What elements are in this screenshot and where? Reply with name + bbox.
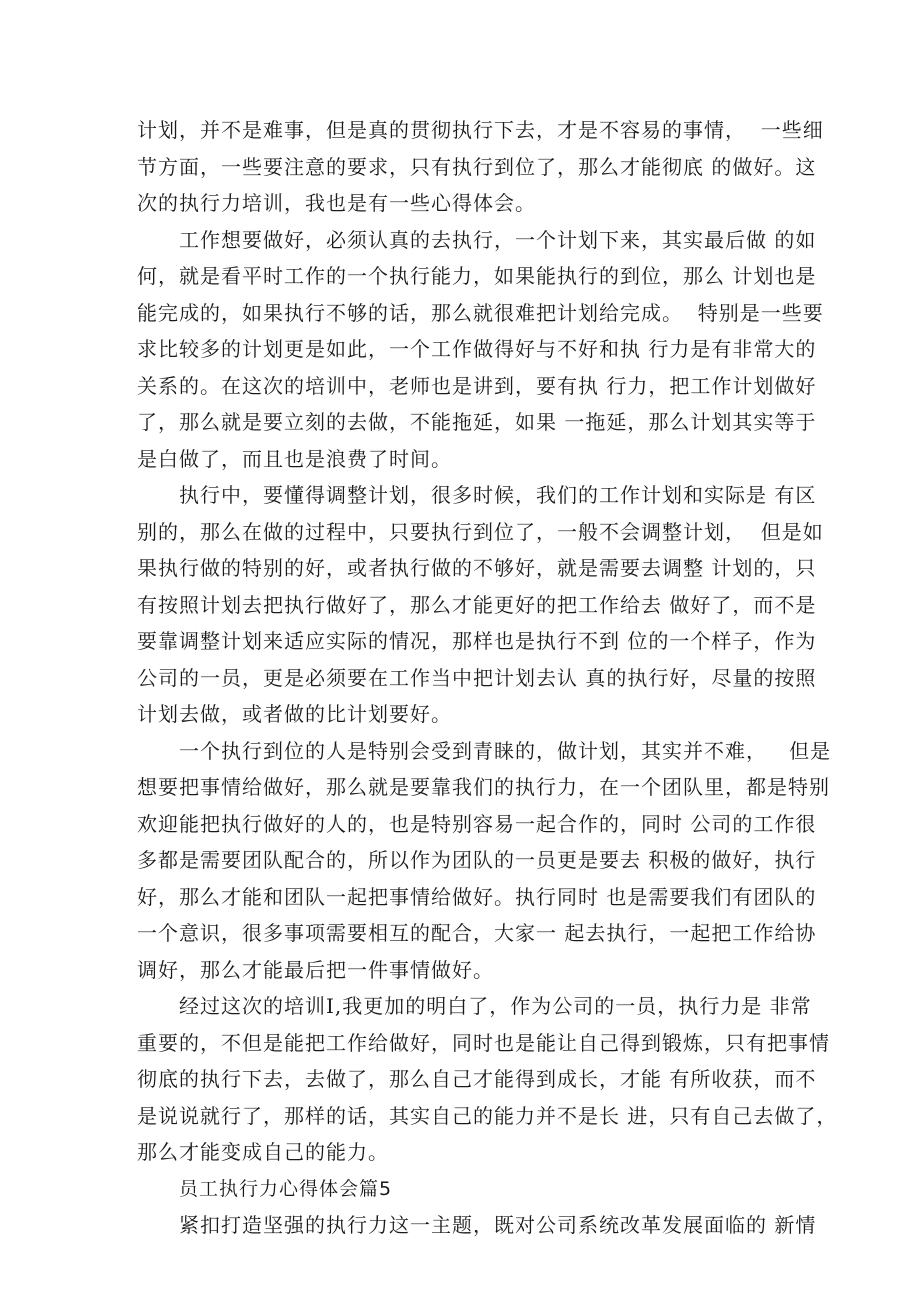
text-line: 果执行做的特别的好，或者执行做的不够好，就是需要去调整 计划的，只 bbox=[137, 556, 817, 580]
text-line: 要靠调整计划来适应实际的情况，那样也是执行不到 位的一个样子，作为 bbox=[137, 629, 817, 653]
text-line: 彻底的执行下去，去做了，那么自己才能得到成长，才能 有所收获，而不 bbox=[137, 1067, 817, 1091]
text-line: 重要的，不但是能把工作给做好，同时也是能让自己得到锻炼，只有把事情 bbox=[137, 1030, 830, 1055]
text-line: 公司的一员，更是必须要在工作当中把计划去认 真的执行好，尽量的按照 bbox=[137, 665, 817, 690]
text-line: 调好，那么才能最后把一件事情做好。 bbox=[137, 957, 494, 982]
text-line: 节方面，一些要注意的要求，只有执行到位了，那么才能彻底 的做好。这 bbox=[137, 154, 817, 179]
text-line: 关系的。在这次的培训中，老师也是讲到，要有执 行力，把工作计划做好 bbox=[137, 373, 817, 398]
paragraph-first-line: 紧扣打造坚强的执行力这一主题，既对公司系统改革发展面临的 新情 bbox=[179, 1213, 817, 1237]
paragraph-first-line: 经过这次的培训I,我更加的明白了，作为公司的一员，执行力是 非常 bbox=[179, 994, 812, 1018]
text-line: 何，就是看平时工作的一个执行能力，如果能执行的到位，那么 计划也是 bbox=[137, 264, 817, 288]
text-line: 计划，并不是难事，但是真的贯彻执行下去，才是不容易的事情， 一些细 bbox=[137, 118, 824, 142]
text-line: 好，那么才能和团队一起把事情给做好。执行同时 也是需要我们有团队的 bbox=[137, 884, 817, 909]
text-line: 别的，那么在做的过程中，只要执行到位了，一般不会调整计划， 但是如 bbox=[137, 519, 824, 544]
text-line: 计划去做，或者做的比计划要好。 bbox=[137, 702, 452, 726]
text-line: 能完成的，如果执行不够的话，那么就很难把计划给完成。 特别是一些要 bbox=[137, 300, 824, 325]
text-line: 一个意识，很多事项需要相互的配合，大家一 起去执行，一起把工作给协 bbox=[137, 921, 817, 945]
text-line: 多都是需要团队配合的，所以作为团队的一员更是要去 积极的做好，执行 bbox=[137, 848, 817, 872]
document-body bbox=[137, 112, 838, 1244]
text-line: 想要把事情给做好，那么就是要靠我们的执行力，在一个团队里，都是特别 bbox=[137, 775, 830, 799]
text-line: 欢迎能把执行做好的人的，也是特别容易一起合作的，同时 公司的工作很 bbox=[137, 811, 817, 836]
text-line: 是白做了，而且也是浪费了时间。 bbox=[137, 446, 452, 471]
text-line: 了，那么就是要立刻的去做，不能拖延，如果 一拖延，那么计划其实等于 bbox=[137, 410, 817, 434]
paragraph-first-line: 一个执行到位的人是特别会受到青睐的，做计划，其实并不难， 但是 bbox=[179, 738, 832, 763]
text-line: 次的执行力培训，我也是有一些心得体会。 bbox=[137, 191, 536, 215]
text-line: 那么才能变成自己的能力。 bbox=[137, 1140, 389, 1164]
section-heading: 员工执行力心得体会篇5 bbox=[179, 1177, 393, 1200]
text-line: 求比较多的计划更是如此，一个工作做得好与不好和执 行力是有非常大的 bbox=[137, 337, 817, 361]
paragraph-first-line: 执行中，要懂得调整计划，很多时候，我们的工作计划和实际是 有区 bbox=[179, 483, 817, 507]
text-line: 是说说就行了，那样的话，其实自己的能力并不是长 进，只有自己去做了， bbox=[137, 1103, 838, 1128]
text-line: 有按照计划去把执行做好了，那么才能更好的把工作给去 做好了，而不是 bbox=[137, 592, 817, 617]
paragraph-first-line: 工作想要做好，必须认真的去执行，一个计划下来，其实最后做 的如 bbox=[179, 227, 817, 252]
